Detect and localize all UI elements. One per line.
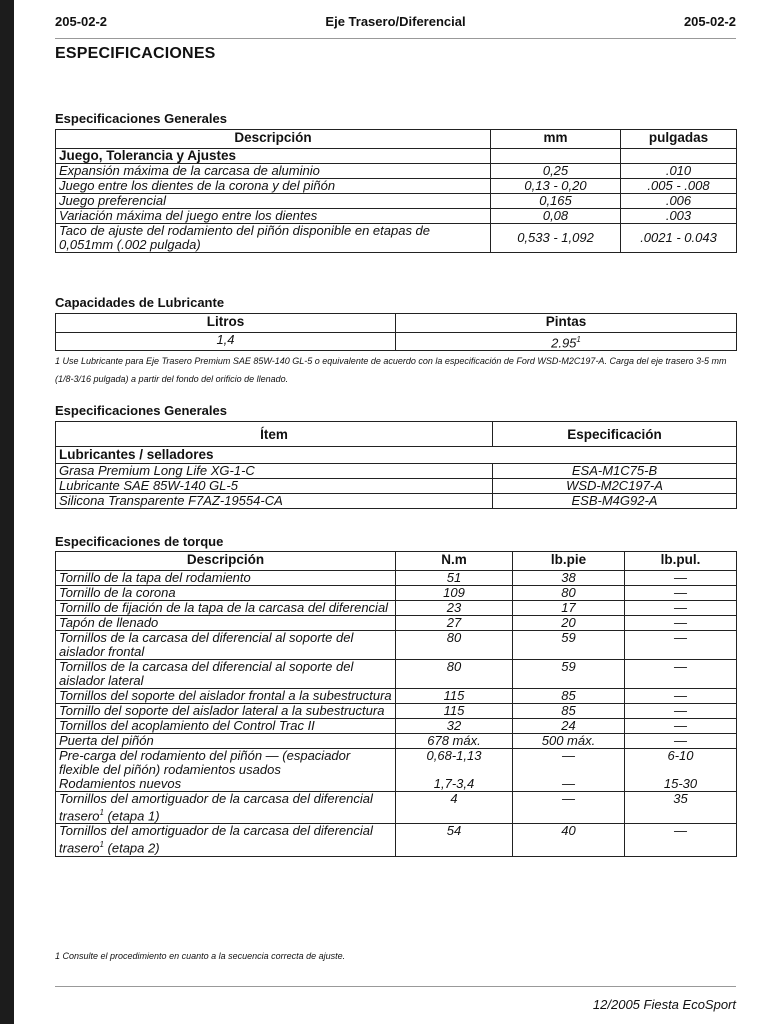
lbft-cell: [513, 749, 625, 792]
column-header: Ítem: [56, 422, 493, 447]
lbin-cell: —: [625, 734, 737, 749]
lbft-used: —: [562, 748, 575, 763]
column-header: N.m: [396, 552, 513, 571]
footnote-marker: 1: [99, 840, 104, 850]
table-row: [56, 224, 737, 253]
description-cell: Tornillos del soporte del aislador frontal a la subestructura: [56, 689, 396, 704]
lbft-cell: 85: [513, 689, 625, 704]
footer-rule: [55, 986, 736, 987]
torque-footnote: 1 Consulte el procedimiento en cuanto a la secuencia correcta de ajuste.: [55, 951, 346, 961]
description-cell: Tornillo de fijación de la tapa de la carcasa del diferencial: [56, 601, 396, 616]
table-row: [56, 824, 737, 856]
damper-stage: (etapa 2): [103, 840, 160, 856]
table-header-row: [56, 422, 737, 447]
table-row: [56, 749, 737, 792]
mm-cell: 0,165: [491, 194, 621, 209]
description-cell: Expansión máxima de la carcasa de aluminio: [56, 164, 491, 179]
lbft-cell: 38: [513, 571, 625, 586]
lbft-cell: 20: [513, 616, 625, 631]
nm-cell: 80: [396, 660, 513, 689]
spec-cell: WSD-M2C197-A: [493, 479, 737, 494]
section-title-general-specs-2: Especificaciones Generales: [55, 403, 227, 418]
table-row: [56, 660, 737, 689]
lbft-cell: 80: [513, 586, 625, 601]
description-cell: Variación máxima del juego entre los dientes: [56, 209, 491, 224]
column-header: Descripción: [56, 130, 491, 149]
lbin-cell: —: [625, 689, 737, 704]
table-row: [56, 571, 737, 586]
lbin-cell: —: [625, 660, 737, 689]
description-cell: Tapón de llenado: [56, 616, 396, 631]
lbin-cell: 35: [625, 792, 737, 824]
description-cell: Taco de ajuste del rodamiento del piñón disponible en etapas de 0,051mm (.002 pulgada): [56, 224, 491, 253]
table-group-row: [56, 149, 737, 164]
lbft-cell: 40: [513, 824, 625, 856]
header-page-number-left: 205-02-2: [55, 14, 108, 29]
inches-cell: .005 - .008: [621, 179, 737, 194]
nm-cell: 678 máx.: [396, 734, 513, 749]
table-row: [56, 616, 737, 631]
spec-cell: ESA-M1C75-B: [493, 464, 737, 479]
lbin-new: 15-30: [663, 776, 698, 791]
table-row: [56, 719, 737, 734]
table-row: [56, 333, 737, 351]
header-page-number-right: 205-02-2: [683, 14, 736, 29]
table-header-row: [56, 552, 737, 571]
pints-value: 2.95: [551, 335, 577, 351]
torque-specs-table: [55, 551, 737, 857]
table-row: [56, 689, 737, 704]
column-header: lb.pie: [513, 552, 625, 571]
lbft-cell: 24: [513, 719, 625, 734]
damper-description: Tornillos del amortiguador de la carcasa del diferencial trasero: [59, 791, 373, 824]
group-label: Juego, Tolerancia y Ajustes: [56, 149, 491, 164]
footnote-marker: 1: [576, 335, 581, 344]
table-row: [56, 479, 737, 494]
nm-cell: 109: [396, 586, 513, 601]
table-group-row: [56, 447, 737, 464]
nm-cell: 4: [396, 792, 513, 824]
mm-cell: 0,533 - 1,092: [491, 224, 621, 253]
section-title-lubricant: Capacidades de Lubricante: [55, 295, 225, 310]
column-header: lb.pul.: [625, 552, 737, 571]
lbft-new: —: [562, 776, 575, 791]
lbft-cell: 59: [513, 660, 625, 689]
inches-cell: .003: [621, 209, 737, 224]
liters-cell: 1,4: [56, 333, 396, 351]
description-cell: Tornillos del acoplamiento del Control Trac II: [56, 719, 396, 734]
page-footer: 12/2005 Fiesta EcoSport: [592, 997, 736, 1012]
section-title-general-specs: Especificaciones Generales: [55, 111, 227, 126]
description-cell: Puerta del piñón: [56, 734, 396, 749]
lbft-cell: 85: [513, 704, 625, 719]
description-cell: Tornillo de la corona: [56, 586, 396, 601]
lbft-cell: 59: [513, 631, 625, 660]
lbin-cell: —: [625, 719, 737, 734]
item-cell: Silicona Transparente F7AZ-19554-CA: [56, 494, 493, 509]
table-header-row: [56, 314, 737, 333]
nm-cell: 23: [396, 601, 513, 616]
nm-cell: 80: [396, 631, 513, 660]
description-cell: Tornillo de la tapa del rodamiento: [56, 571, 396, 586]
preload-new-bearings: Rodamientos nuevos: [59, 776, 182, 791]
table-row: [56, 179, 737, 194]
description-cell: [56, 792, 396, 824]
table-row: [56, 164, 737, 179]
description-cell: [56, 749, 396, 792]
pints-cell: [396, 333, 737, 351]
damper-stage: (etapa 1): [103, 808, 160, 824]
nm-used: 0,68-1,13: [426, 748, 482, 763]
lbin-cell: —: [625, 824, 737, 856]
mm-cell: 0,13 - 0,20: [491, 179, 621, 194]
page-header: [55, 14, 736, 32]
description-cell: Juego preferencial: [56, 194, 491, 209]
nm-cell: 32: [396, 719, 513, 734]
column-header: Especificación: [493, 422, 737, 447]
lbin-cell: —: [625, 616, 737, 631]
lbft-cell: 500 máx.: [513, 734, 625, 749]
item-cell: Lubricante SAE 85W-140 GL-5: [56, 479, 493, 494]
preload-description: Pre-carga del rodamiento del piñón — (espaciador flexible del piñón) rodamientos usados: [59, 748, 351, 777]
nm-cell: 115: [396, 689, 513, 704]
nm-cell: 27: [396, 616, 513, 631]
column-header: Litros: [56, 314, 396, 333]
lbin-cell: —: [625, 586, 737, 601]
column-header: pulgadas: [621, 130, 737, 149]
lbin-cell: —: [625, 631, 737, 660]
nm-cell: 51: [396, 571, 513, 586]
general-specs-table: [55, 129, 737, 253]
mm-cell: 0,25: [491, 164, 621, 179]
spec-cell: ESB-M4G92-A: [493, 494, 737, 509]
header-rule: [55, 38, 736, 39]
inches-cell: .010: [621, 164, 737, 179]
description-cell: Tornillo del soporte del aislador lateral a la subestructura: [56, 704, 396, 719]
table-row: [56, 631, 737, 660]
table-row: [56, 209, 737, 224]
table-row: [56, 704, 737, 719]
nm-cell: [396, 749, 513, 792]
damper-description: Tornillos del amortiguador de la carcasa del diferencial trasero: [59, 823, 373, 856]
page-title: ESPECIFICACIONES: [55, 45, 216, 62]
lubricants-sealants-table: [55, 421, 737, 509]
lubricant-capacity-table: [55, 313, 737, 351]
table-row: [56, 494, 737, 509]
description-cell: Juego entre los dientes de la corona y del piñón: [56, 179, 491, 194]
nm-cell: 54: [396, 824, 513, 856]
lubricant-footnote: 1 Use Lubricante para Eje Trasero Premium SAE 85W-140 GL-5 o equivalente de acuerdo con la especificación de Ford WSD-M2C197-A. Carga del eje trasero 3-5 mm (1/8-3/16 pulgada) a partir del fondo del orificio de llenado.: [55, 356, 727, 384]
table-row: [56, 792, 737, 824]
left-page-edge: [0, 0, 14, 1024]
lbin-cell: —: [625, 601, 737, 616]
lbin-cell: —: [625, 704, 737, 719]
header-section-title: Eje Trasero/Diferencial: [325, 14, 466, 29]
section-title-torque: Especificaciones de torque: [55, 534, 224, 549]
description-cell: Tornillos de la carcasa del diferencial al soporte del aislador frontal: [56, 631, 396, 660]
inches-cell: .0021 - 0.043: [621, 224, 737, 253]
lbin-cell: [625, 749, 737, 792]
inches-cell: .006: [621, 194, 737, 209]
lbft-cell: 17: [513, 601, 625, 616]
mm-cell: 0,08: [491, 209, 621, 224]
description-cell: Tornillos de la carcasa del diferencial al soporte del aislador lateral: [56, 660, 396, 689]
lbin-cell: —: [625, 571, 737, 586]
column-header: mm: [491, 130, 621, 149]
item-cell: Grasa Premium Long Life XG-1-C: [56, 464, 493, 479]
table-row: [56, 601, 737, 616]
nm-cell: 115: [396, 704, 513, 719]
nm-new: 1,7-3,4: [433, 776, 475, 791]
table-row: [56, 464, 737, 479]
column-header: Pintas: [396, 314, 737, 333]
description-cell: [56, 824, 396, 856]
column-header: Descripción: [56, 552, 396, 571]
lbin-used: 6-10: [667, 748, 694, 763]
footnote-marker: 1: [99, 808, 104, 817]
table-row: [56, 586, 737, 601]
table-row: [56, 194, 737, 209]
table-row: [56, 734, 737, 749]
table-header-row: [56, 130, 737, 149]
group-label: Lubricantes / selladores: [56, 447, 737, 464]
lbft-cell: —: [513, 792, 625, 824]
